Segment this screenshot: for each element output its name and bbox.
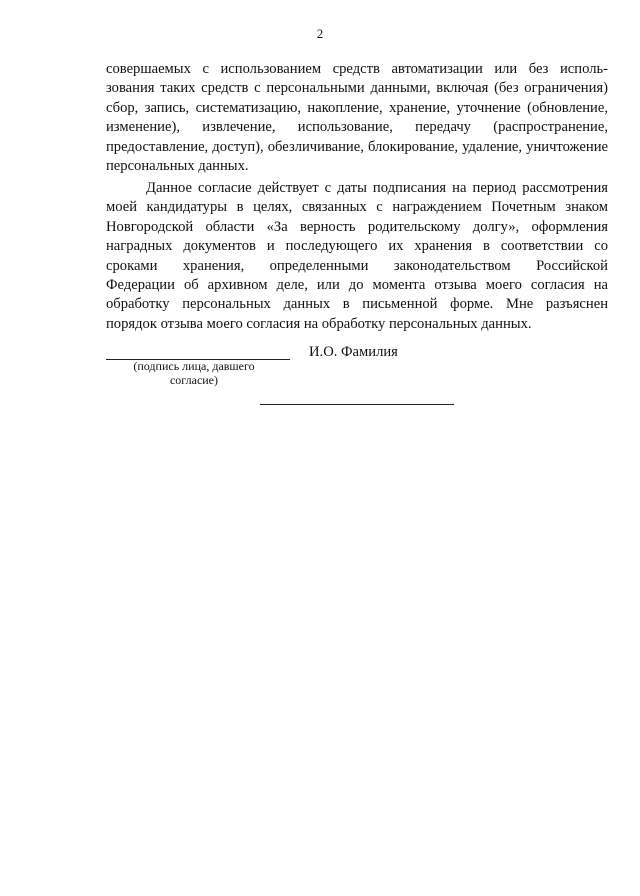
page-number: 2 xyxy=(316,26,324,41)
signature-caption xyxy=(106,359,282,387)
signer-name: И.О. Фамилия xyxy=(309,344,398,360)
signature-caption-line: согласие) xyxy=(169,373,219,387)
text-line: персональных данных. xyxy=(106,158,249,175)
text-line: совершаемых с использованием средств автоматизации или без исполь- xyxy=(106,61,608,77)
signature-caption-line: (подпись лица, давшего xyxy=(133,359,255,373)
text-line: обработку персональных данных в письменной форме. Мне разъяснен xyxy=(106,296,608,313)
text-line: Данное согласие действует с даты подписания на период рассмотрения xyxy=(146,180,608,196)
text-line: порядок отзыва моего согласия на обработку персональных данных. xyxy=(106,315,532,332)
text-line: предоставление, доступ), обезличивание, блокирование, удаление, уничтожение xyxy=(106,138,608,155)
text-line: моей кандидатуры в целях, связанных с награждением Почетным знаком xyxy=(106,199,608,216)
text-line: сроками хранения, определенными законодательством Российской xyxy=(106,257,608,274)
text-line: сбор, запись, систематизацию, накопление, хранение, уточнение (обновление, xyxy=(106,99,608,116)
text-line: зования таких средств с персональными данными, включая (без ограничения) xyxy=(106,80,608,97)
consent-paragraph-1 xyxy=(106,60,608,176)
consent-paragraph-2 xyxy=(106,179,608,334)
text-line: Новгородской области «За верность родительскому долгу», оформления xyxy=(106,218,608,235)
text-line: наградных документов и последующего их хранения в соответствии со xyxy=(106,238,608,255)
text-line: Федерации об архивном деле, или до момента отзыва моего согласия на xyxy=(106,277,608,294)
separator-line xyxy=(260,404,454,405)
text-line: изменение), извлечение, использование, передачу (распространение, xyxy=(106,119,608,136)
